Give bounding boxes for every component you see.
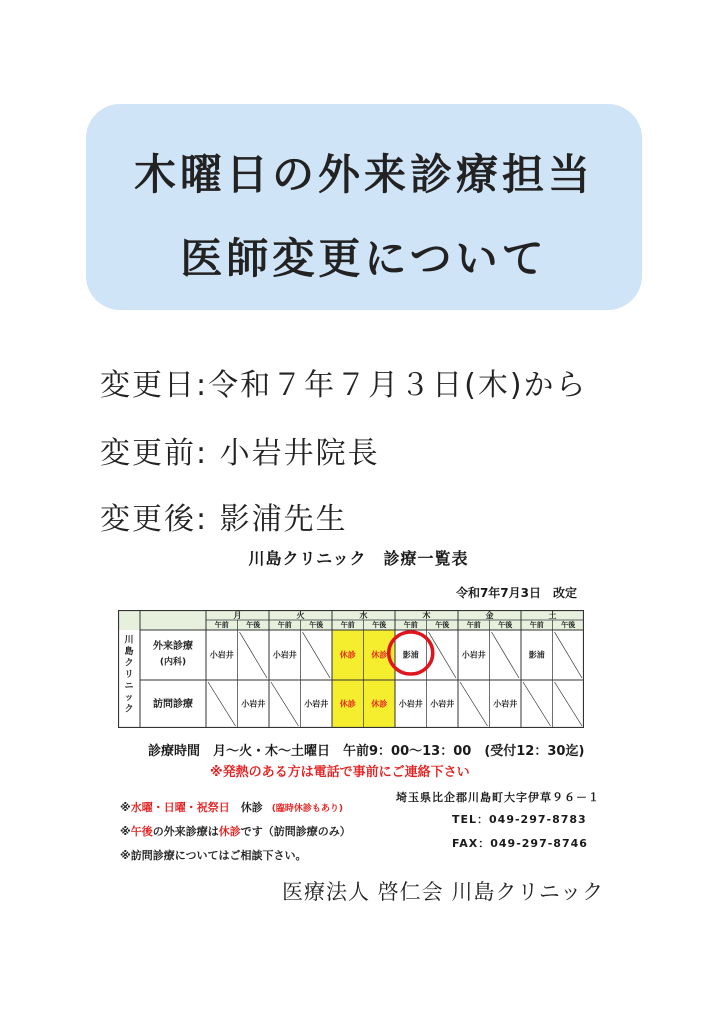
change-date-value: 令和７年７月３日(木)から [208, 368, 588, 403]
empty-cell-slash [555, 632, 583, 678]
clinic-hours: 診療時間 月～火・木～土曜日 午前9：00～13：00 (受付12：30迄) [148, 744, 585, 759]
note-1-prefix: ※ [120, 801, 131, 814]
closed-cell: 休診 [371, 650, 388, 660]
empty-cell-slash [303, 632, 331, 678]
note-1-closed: 休診 [229, 801, 263, 814]
row-label: 訪問診療 [153, 699, 193, 710]
slot-header: 午前 [340, 621, 355, 629]
change-before [100, 428, 380, 472]
slot-header: 午後 [435, 621, 450, 629]
doctor-cell: 小岩井 [272, 650, 297, 660]
slot-header: 午前 [403, 621, 418, 629]
schedule-table [118, 610, 584, 728]
change-after-label: 変更後: [100, 502, 209, 537]
row-label: 外来診療 [153, 641, 193, 652]
clinic-fax: FAX：049-297-8746 [452, 837, 588, 850]
day-header: 金 [485, 611, 494, 620]
slot-header: 午前 [214, 621, 229, 629]
doctor-cell: 小岩井 [241, 699, 266, 709]
empty-cell-slash [555, 682, 583, 726]
schedule-revised-date: 令和7年7月3日 改定 [455, 586, 577, 600]
schedule-title: 川島クリニック 診療一覧表 [248, 549, 469, 568]
title-banner [86, 104, 642, 310]
doctor-cell: 小岩井 [398, 699, 423, 709]
change-before-value: 小岩井院長 [219, 436, 380, 471]
note-2-afternoon: 午後 [130, 825, 153, 838]
doctor-cell: 小岩井 [209, 650, 234, 660]
empty-cell-slash [240, 632, 268, 678]
change-date [100, 360, 588, 404]
empty-cell-slash [460, 682, 488, 726]
doctor-cell: 小岩井 [430, 699, 455, 709]
change-date-label: 変更日: [100, 368, 209, 403]
day-header: 月 [233, 611, 242, 620]
slot-header: 午後 [372, 621, 387, 629]
clinic-label-char: ク [124, 704, 134, 715]
fever-notice: ※発熱のある方は電話で事前にご連絡下さい [210, 765, 470, 780]
header-band-left [118, 610, 206, 630]
closed-cell: 休診 [339, 699, 356, 709]
title-line-2: 医師変更について [180, 234, 548, 283]
row-sublabel: (内科) [159, 657, 187, 668]
empty-cell-slash [492, 632, 520, 678]
note-2-text-2: です（訪問診療のみ） [240, 825, 351, 838]
empty-cell-slash [523, 682, 551, 726]
doctor-cell: 小岩井 [304, 699, 329, 709]
note-closed-days [120, 799, 343, 815]
clinic-label-char: ニ [124, 681, 134, 692]
change-after-value: 影浦先生 [219, 502, 348, 537]
slot-header: 午後 [246, 621, 261, 629]
doctor-cell: 影浦 [402, 650, 419, 660]
note-2-closed: 休診 [218, 825, 241, 838]
day-header: 土 [548, 611, 557, 620]
footer-organization: 医療法人 啓仁会 川島クリニック [282, 880, 605, 904]
clinic-label-char: 川 [124, 635, 134, 646]
note-2-prefix: ※ [120, 825, 131, 838]
slot-header: 午後 [561, 621, 576, 629]
day-header: 火 [296, 611, 305, 620]
doctor-cell: 影浦 [528, 650, 545, 660]
doctor-cell: 小岩井 [493, 699, 518, 709]
doctor-cell: 小岩井 [461, 650, 486, 660]
slot-header: 午前 [466, 621, 481, 629]
clinic-tel: TEL：049-297-8783 [452, 813, 587, 826]
change-before-label: 変更前: [100, 436, 209, 471]
note-1-paren: (臨時休診もあり) [262, 804, 343, 814]
change-after [100, 494, 348, 538]
empty-cell-slash [208, 682, 236, 726]
note-2-text-1: の外来診療は [152, 825, 219, 838]
clinic-label-char: 島 [124, 647, 134, 657]
clinic-address: 埼玉県比企郡川島町大字伊草９６－１ [396, 791, 600, 804]
clinic-label-char: ッ [124, 693, 134, 703]
day-header: 木 [422, 611, 431, 620]
slot-header: 午前 [529, 621, 544, 629]
clinic-label-char: リ [124, 670, 134, 680]
slot-header: 午後 [498, 621, 513, 629]
note-1-days: 水曜・日曜・祝祭日 [130, 801, 230, 814]
slot-header: 午後 [309, 621, 324, 629]
note-afternoon [120, 823, 351, 839]
slot-header: 午前 [277, 621, 292, 629]
note-home-visit: ※訪問診療についてはご相談下さい。 [120, 849, 307, 862]
title-line-1: 木曜日の外来診療担当 [133, 150, 594, 199]
clinic-label-char: ク [124, 658, 134, 669]
closed-cell: 休診 [339, 650, 356, 660]
day-header: 水 [359, 611, 368, 620]
empty-cell-slash [271, 682, 299, 726]
closed-cell: 休診 [371, 699, 388, 709]
